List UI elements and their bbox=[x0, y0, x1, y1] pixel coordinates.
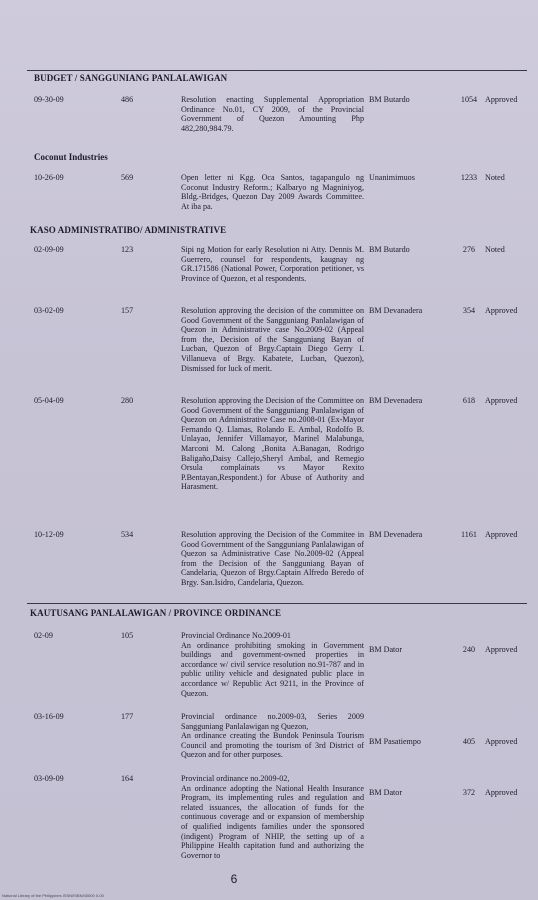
row-number: 569 bbox=[121, 173, 134, 182]
row-page: 354 bbox=[462, 306, 476, 315]
row-number: 105 bbox=[121, 631, 134, 640]
row-description: Open letter ni Kgg. Oca Santos, tagapangulo ng Coconut Industry Reform.; Kalbaryo ng Magniniyog, Bldg.-Bridges, Quezon Day 2009 Awards Committee. At iba pa. bbox=[181, 173, 364, 211]
row-action: Approved bbox=[485, 645, 518, 654]
row-action: Noted bbox=[485, 245, 505, 254]
row-page: 618 bbox=[462, 396, 476, 405]
page-number: 6 bbox=[230, 872, 238, 886]
row-number: 164 bbox=[121, 774, 134, 783]
subsection-heading-coconut: Coconut Industries bbox=[34, 152, 108, 162]
row-ordinance-title: Provincial ordinance no.2009-03, Series 2009 Sangguniang Panlalawigan ng Quezon, bbox=[181, 712, 364, 731]
row-sponsor: BM Butardo bbox=[369, 95, 410, 104]
row-ordinance-title: Provincial Ordinance No.2009-01 bbox=[181, 631, 291, 640]
row-sponsor: BM Pasatiempo bbox=[369, 737, 421, 746]
row-number: 486 bbox=[121, 95, 134, 104]
row-sponsor: BM Dator bbox=[369, 645, 403, 654]
row-description: Resolution approving the Decision of the Commitee in Good Governtment of the Sangguniang Panlalawigan of Quezon sa Administrative Case No.2009-02 (Appeal from the Decision of the Sangguniang Bayan of Candelaria, Quezon of Brgy.Captain Alfredo Beredo of Brgy. San.Isidro, Candelaria, Quezon. bbox=[181, 530, 364, 587]
row-date: 03-16-09 bbox=[34, 712, 64, 721]
row-action: Approved bbox=[485, 396, 518, 405]
row-date: 03-09-09 bbox=[34, 774, 64, 783]
row-number: 123 bbox=[121, 245, 134, 254]
row-number: 157 bbox=[121, 306, 134, 315]
row-description: Resolution approving the decision of the committee on Good Government of the Sangguniang Panlalawigan of Quezon in Administrative case No.2009-02 (Appeal from the, Decision of the Sangguniang Bayan of Lucban, Quezon of Brgy.Captain Diego Gerry I. Villanueva of Brgy. Kabatete, Lucban, Quezon), Dismissed for luck of merit. bbox=[181, 306, 364, 373]
top-rule bbox=[27, 70, 527, 71]
row-date: 05-04-09 bbox=[34, 396, 64, 405]
row-sponsor: Unanimimuos bbox=[369, 173, 415, 182]
row-description: Resolution enacting Supplemental Appropriation Ordinance No.01, CY 2009, of the Provincial Government of Quezon Amounting Php 482,280,984.79. bbox=[181, 95, 364, 133]
row-page: 1054 bbox=[460, 95, 478, 104]
row-description bbox=[181, 712, 364, 760]
section-heading-administrative: KASO ADMINISTRATIBO/ ADMINISTRATIVE bbox=[30, 225, 227, 235]
row-number: 534 bbox=[121, 530, 134, 539]
row-action: Approved bbox=[485, 306, 518, 315]
row-action: Approved bbox=[485, 95, 518, 104]
row-description: Sipi ng Motion for early Resolution ni Atty. Dennis M. Guerrero, counsel for respondents, kaugnay ng GR.171586 (National Power, Corporation petitioner, vs Province of Quezon, et al respondents. bbox=[181, 245, 364, 283]
row-page: 276 bbox=[462, 245, 476, 254]
row-description bbox=[181, 774, 364, 860]
row-date: 10-12-09 bbox=[34, 530, 64, 539]
row-page: 1161 bbox=[461, 530, 477, 539]
row-date: 09-30-09 bbox=[34, 95, 64, 104]
row-page: 372 bbox=[462, 788, 476, 797]
row-ordinance-text: An ordinance adopting the National Health Insurance Program, its implementing rules and regulation and related issuances, the allocation of funds for the continuous coverage and or expansion of membership of qualified indigents families under the sponsored (indigent) Program of NHIP, the setting up of a Philippine Health capitation fund and authorizing the Governor to bbox=[181, 783, 364, 860]
scan-footer: National Library of the Philippines ISSN/ISBN/00000 0-00 bbox=[2, 893, 104, 898]
row-action: Noted bbox=[485, 173, 505, 182]
section-rule bbox=[27, 603, 527, 604]
row-number: 177 bbox=[121, 712, 134, 721]
row-sponsor: BM Dator bbox=[369, 788, 403, 797]
row-page: 1233 bbox=[460, 173, 478, 182]
row-page: 240 bbox=[462, 645, 476, 654]
section-heading-ordinance: KAUTUSANG PANLALAWIGAN / PROVINCE ORDINANCE bbox=[30, 608, 282, 618]
row-description: Resolution approving the Decision of the Committee on Good Government of the Sangguniang Panlalawigan of Quezon on Administrative Case no.2008-01 (Ex-Mayor Fernando Q. Llamas, Rolando E. Ambal, Rodolfo B. Unlayao, Jennifer Villamayor, Marinel Malabunga, Marconi M. Calong ,Bonita A.Banagan, Rodrigo Baligaño,Daisy Callejo,Sheryl Ambal, and Remegio Orsula complainats vs Mayor Rexito P.Bentayan,Respondent.) for Abuse of Authority and Harasment. bbox=[181, 396, 364, 492]
row-date: 03-02-09 bbox=[34, 306, 64, 315]
row-sponsor: BM Devanadera bbox=[369, 306, 423, 315]
row-action: Approved bbox=[485, 737, 518, 746]
section-heading-budget: BUDGET / SANGGUNIANG PANLALAWIGAN bbox=[34, 73, 228, 83]
row-action: Approved bbox=[485, 788, 518, 797]
row-description bbox=[181, 631, 364, 698]
row-sponsor: BM Butardo bbox=[369, 245, 410, 254]
row-ordinance-text: An ordinance prohibiting smoking in Government buildings and government-owned properties in accordance w/ civil service resolution no.91-787 and in public utility vehicle and designated public place in accordance w/ Republic Act 9211, in the Province of Quezon. bbox=[181, 640, 364, 698]
row-ordinance-title: Provincial ordinance no.2009-02, bbox=[181, 774, 290, 783]
row-date: 10-26-09 bbox=[34, 173, 64, 182]
row-date: 02-09 bbox=[34, 631, 53, 640]
row-sponsor: BM Devenadera bbox=[369, 396, 423, 405]
row-action: Approved bbox=[485, 530, 518, 539]
row-number: 280 bbox=[121, 396, 134, 405]
row-date: 02-09-09 bbox=[34, 245, 64, 254]
row-ordinance-text: An ordinance creating the Bundok Peninsula Tourism Council and promoting the tourism of 3rd District of Quezon and for other purposes. bbox=[181, 731, 364, 760]
row-sponsor: BM Devenadera bbox=[369, 530, 423, 539]
row-page: 405 bbox=[462, 737, 476, 746]
